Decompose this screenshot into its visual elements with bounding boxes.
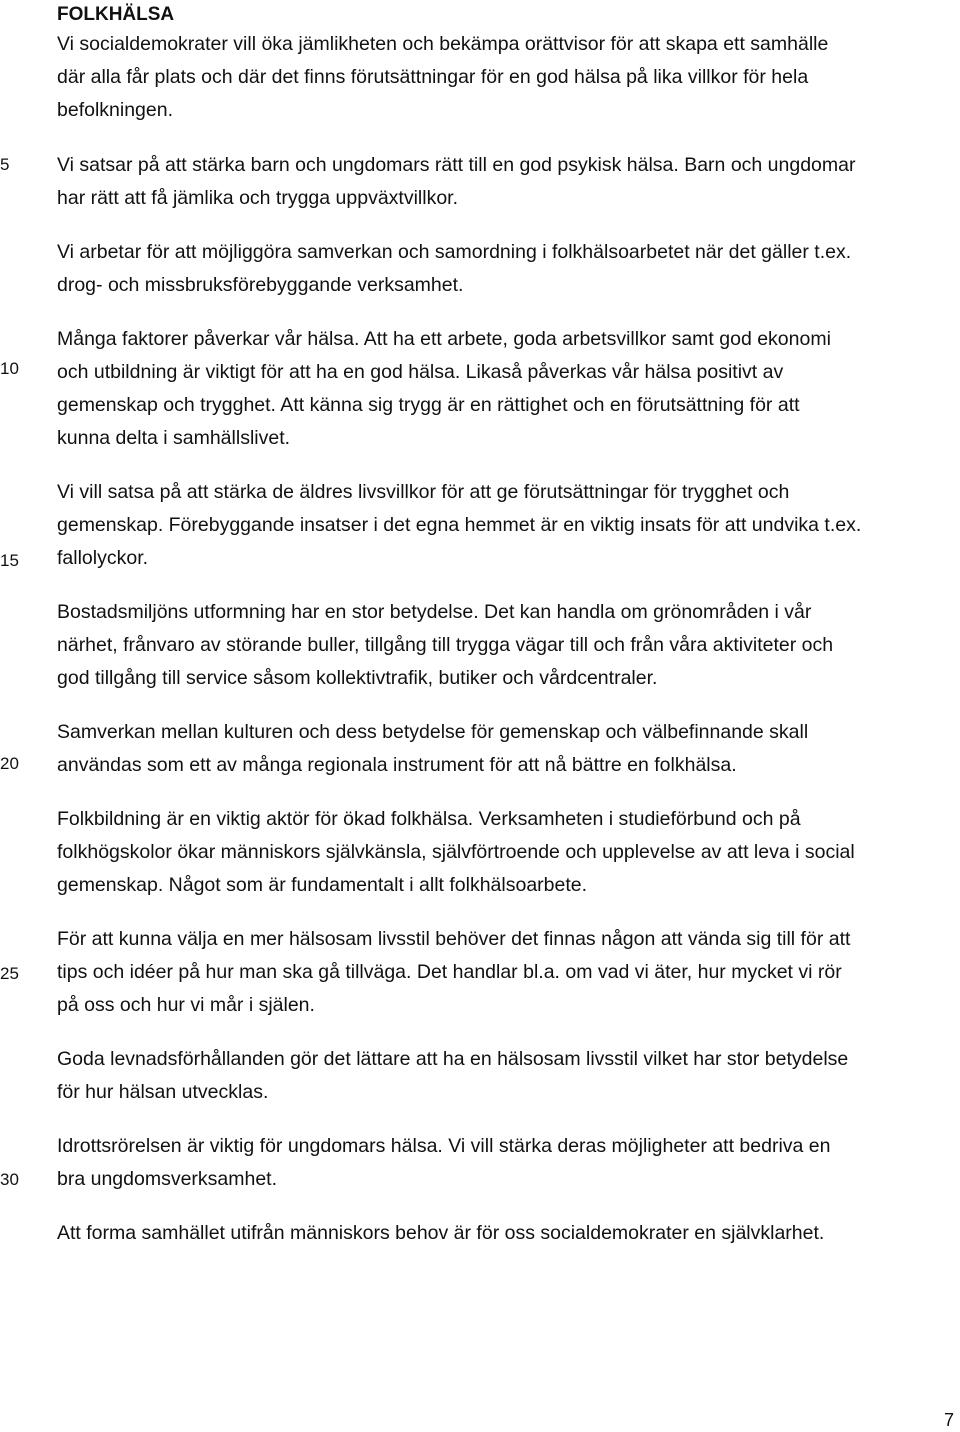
- paragraph-line: folkhögskolor ökar människors självkänsla, självförtroende och upplevelse av att leva i social: [57, 841, 855, 863]
- paragraph-line: befolkningen.: [57, 99, 174, 121]
- paragraph-line: Vi satsar på att stärka barn och ungdomars rätt till en god psykisk hälsa. Barn och ungdomar: [57, 154, 856, 176]
- section-heading: FOLKHÄLSA: [57, 4, 175, 25]
- paragraph-line: För att kunna välja en mer hälsosam livsstil behöver det finnas någon att vända sig till för att: [57, 928, 851, 950]
- paragraph-line: bra ungdomsverksamhet.: [57, 1168, 278, 1190]
- paragraph-line: god tillgång till service såsom kollektivtrafik, butiker och vårdcentraler.: [57, 667, 658, 689]
- paragraph-line: Vi vill satsa på att stärka de äldres livsvillkor för att ge förutsättningar för trygghet och: [57, 481, 790, 503]
- paragraph-line: Vi arbetar för att möjliggöra samverkan och samordning i folkhälsoarbetet när det gäller t.ex.: [57, 241, 852, 263]
- paragraph-line: har rätt att få jämlika och trygga uppväxtvillkor.: [57, 187, 459, 209]
- line-number: 5: [0, 155, 10, 174]
- line-number: 30: [0, 1170, 19, 1189]
- page-number: 7: [943, 1410, 954, 1430]
- line-number: 15: [0, 551, 19, 570]
- paragraph-line: gemenskap. Något som är fundamentalt i allt folkhälsoarbete.: [57, 874, 588, 896]
- paragraph-line: drog- och missbruksförebyggande verksamhet.: [57, 274, 464, 296]
- paragraph-line: där alla får plats och där det finns förutsättningar för en god hälsa på lika villkor för hela: [57, 66, 809, 88]
- paragraph-line: Samverkan mellan kulturen och dess betydelse för gemenskap och välbefinnande skall: [57, 721, 809, 743]
- paragraph-line: för hur hälsan utvecklas.: [57, 1081, 269, 1103]
- paragraph-line: Att forma samhället utifrån människors behov är för oss socialdemokrater en självklarhet.: [57, 1222, 825, 1244]
- paragraph-line: användas som ett av många regionala instrument för att nå bättre en folkhälsa.: [57, 754, 737, 776]
- paragraph-line: Bostadsmiljöns utformning har en stor betydelse. Det kan handla om grönområden i vår: [57, 601, 812, 623]
- paragraph-line: Goda levnadsförhållanden gör det lättare att ha en hälsosam livsstil vilket har stor betydelse: [57, 1048, 849, 1070]
- paragraph-line: närhet, frånvaro av störande buller, tillgång till trygga vägar till och från våra aktiviteter och: [57, 634, 834, 656]
- paragraph-line: på oss och hur vi mår i själen.: [57, 994, 315, 1016]
- paragraph-line: Vi socialdemokrater vill öka jämlikheten och bekämpa orättvisor för att skapa ett samhälle: [57, 33, 829, 55]
- paragraph-line: gemenskap och trygghet. Att känna sig trygg är en rättighet och en förutsättning för att: [57, 394, 800, 416]
- paragraph-line: och utbildning är viktigt för att ha en god hälsa. Likaså påverkas vår hälsa positivt av: [57, 361, 784, 383]
- paragraph-line: Folkbildning är en viktig aktör för ökad folkhälsa. Verksamheten i studieförbund och på: [57, 808, 801, 830]
- paragraph-line: fallolyckor.: [57, 547, 149, 569]
- line-number: 20: [0, 754, 19, 773]
- line-number: 25: [0, 964, 19, 983]
- paragraph-line: kunna delta i samhällslivet.: [57, 427, 291, 449]
- paragraph-line: gemenskap. Förebyggande insatser i det egna hemmet är en viktig insats för att undvika t.ex.: [57, 514, 862, 536]
- paragraph-line: Många faktorer påverkar vår hälsa. Att ha ett arbete, goda arbetsvillkor samt god ekonomi: [57, 328, 831, 350]
- line-number: 10: [0, 359, 19, 378]
- paragraph-line: tips och idéer på hur man ska gå tillväga. Det handlar bl.a. om vad vi äter, hur mycket vi rör: [57, 961, 842, 983]
- paragraph-line: Idrottsrörelsen är viktig för ungdomars hälsa. Vi vill stärka deras möjligheter att bedriva en: [57, 1135, 831, 1157]
